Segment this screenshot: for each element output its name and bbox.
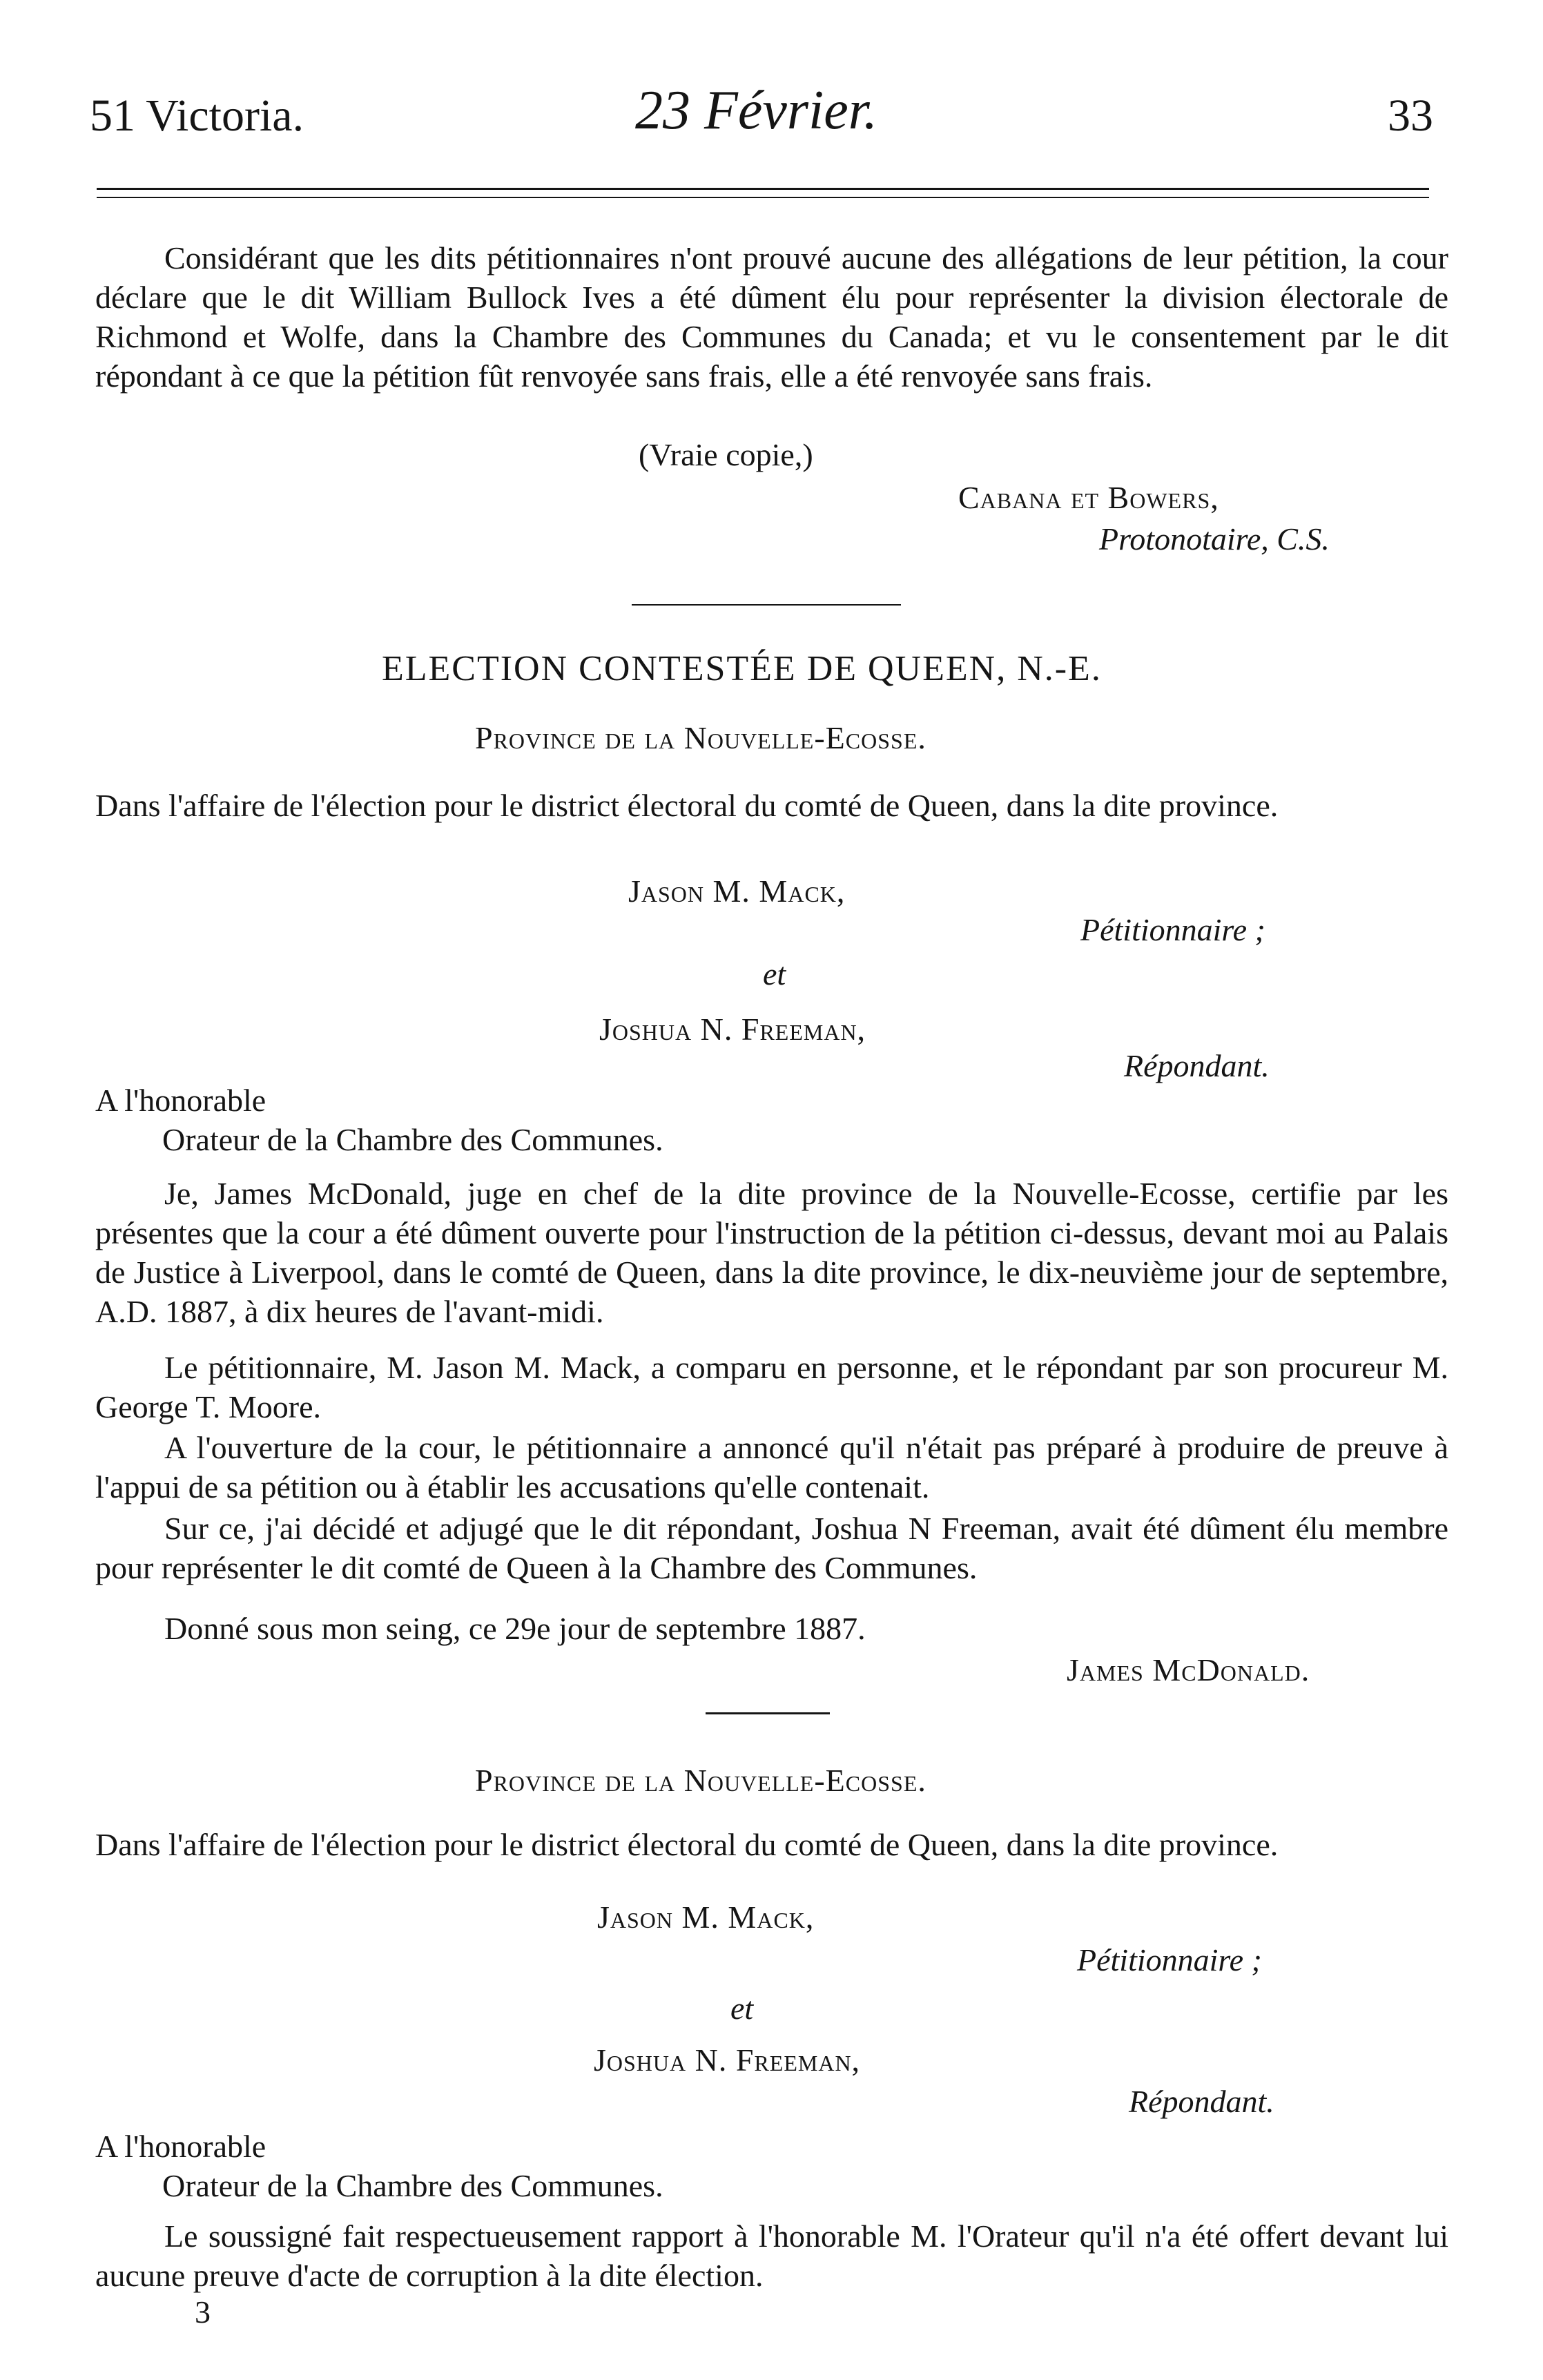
respondent-name-2: Joshua N. Freeman, [594, 2042, 861, 2078]
body-paragraph-4: Sur ce, j'ai décidé et adjugé que le dit répondant, Joshua N Freeman, avait été dûment élu membre pour représenter le dit comté de Queen à la Chambre des Communes. [95, 1511, 1448, 1585]
case-intro: Dans l'affaire de l'élection pour le district électoral du comté de Queen, dans la dite province. [95, 788, 1279, 823]
province-heading: Province de la Nouvelle-Ecosse. [475, 720, 926, 755]
province-heading-2: Province de la Nouvelle-Ecosse. [475, 1763, 926, 1798]
page-number: 33 [1388, 90, 1433, 141]
petitioner-role: Pétitionnaire ; [1080, 912, 1265, 947]
signature-title: Protonotaire, C.S. [1099, 521, 1330, 557]
address-line1: A l'honorable [95, 1083, 266, 1118]
address-line2-2: Orateur de la Chambre des Communes. [162, 2168, 663, 2203]
report-paragraph: Le soussigné fait respectueusement rapport à l'honorable M. l'Orateur qu'il n'a été offert devant lui aucune preuve d'acte de corruption à la dite élection. [95, 2218, 1448, 2293]
election-title: ELECTION CONTESTÉE DE QUEEN, N.-E. [382, 649, 1102, 688]
section-divider-1 [632, 604, 901, 606]
section1-paragraph: Considérant que les dits pétitionnaires n'ont prouvé aucune des allégations de leur pétition, la cour déclare que le dit William Bullock Ives a été dûment élu pour représenter la division électorale de Richmond et Wolfe, dans la Chambre des Communes du Canada; et vu le consentement par le dit répondant à ce que la pétition fût renvoyée sans frais, elle a été renvoyée sans frais. [95, 240, 1448, 394]
conjunction: et [763, 956, 786, 991]
petitioner-name: Jason M. Mack, [628, 873, 846, 909]
body-paragraph-3: A l'ouverture de la cour, le pétitionnaire a annoncé qu'il n'était pas préparé à produire de preuve à l'appui de sa pétition ou à établir les accusations qu'elle contenait. [95, 1430, 1448, 1505]
header-rule-top [97, 188, 1429, 190]
address-line2: Orateur de la Chambre des Communes. [162, 1122, 663, 1157]
body-paragraph-1: Je, James McDonald, juge en chef de la dite province de la Nouvelle-Ecosse, certifie par les présentes que la cour a été dûment ouverte pour l'instruction de la pétition ci-dessus, devant moi au Palais de Justice à Liverpool, dans le comté de Queen, dans la dite province, le dix-neuvième jour de septembre, A.D. 1887, à dix heures de l'avant-midi. [95, 1176, 1448, 1329]
address-line1-2: A l'honorable [95, 2129, 266, 2164]
respondent-name: Joshua N. Freeman, [599, 1012, 866, 1047]
petitioner-name-2: Jason M. Mack, [597, 1899, 815, 1935]
header-center-text: 23 Février. [635, 80, 878, 141]
signature-mark: 3 [195, 2294, 211, 2330]
petitioner-role-2: Pétitionnaire ; [1077, 1942, 1262, 1977]
conjunction-2: et [730, 1991, 754, 2026]
case-intro-2: Dans l'affaire de l'élection pour le district électoral du comté de Queen, dans la dite province. [95, 1827, 1279, 1862]
header-center [635, 79, 877, 142]
judge-signature: James McDonald. [1067, 1652, 1310, 1687]
body-paragraph-2: Le pétitionnaire, M. Jason M. Mack, a comparu en personne, et le répondant par son procureur M. George T. Moore. [95, 1350, 1448, 1424]
given-line: Donné sous mon seing, ce 29e jour de septembre 1887. [164, 1611, 866, 1646]
respondent-role-2: Répondant. [1129, 2084, 1274, 2119]
copy-note: (Vraie copie,) [639, 437, 813, 472]
signature-name: Cabana et Bowers, [958, 480, 1219, 515]
header-left: 51 Victoria. [90, 90, 304, 141]
section-divider-2 [706, 1712, 830, 1714]
respondent-role: Répondant. [1124, 1048, 1270, 1083]
header-rule-bottom [97, 197, 1429, 198]
